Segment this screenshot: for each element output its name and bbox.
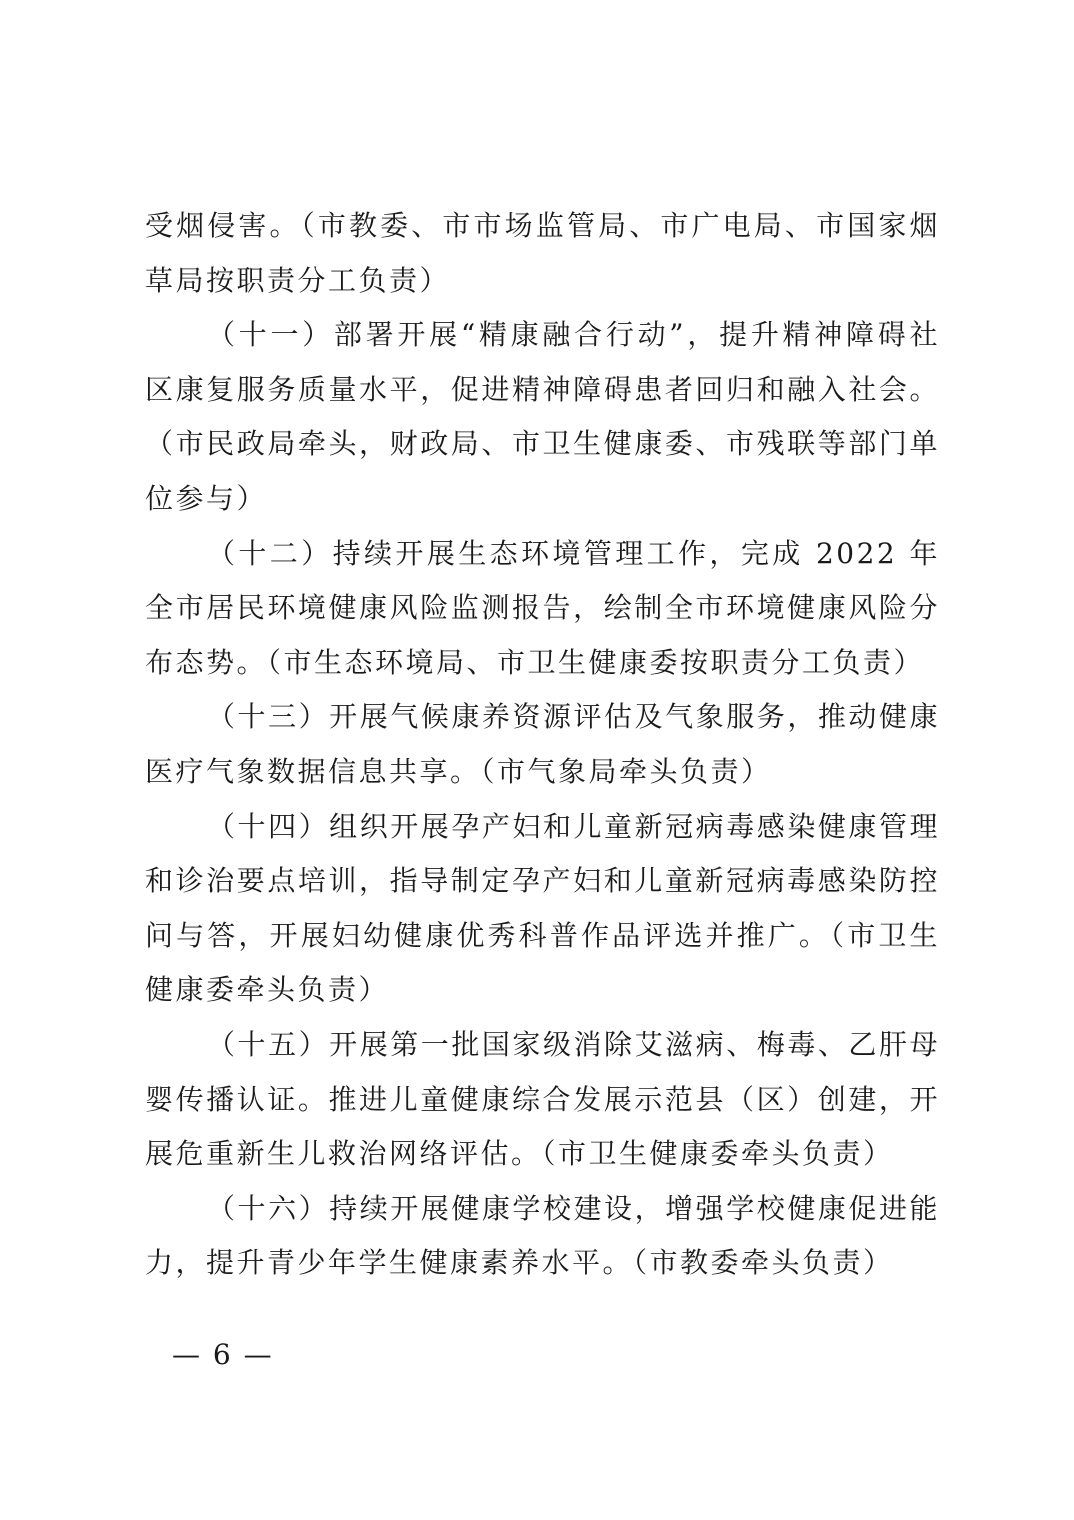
paragraph-item-14: （十四）组织开展孕产妇和儿童新冠病毒感染健康管理和诊治要点培训，指导制定孕产妇和儿童新冠病毒感染防控问与答，开展妇幼健康优秀科普作品评选并推广。（市卫生健康委牵头负责） xyxy=(145,809,940,1007)
paragraph-item-15: （十五）开展第一批国家级消除艾滋病、梅毒、乙肝母婴传播认证。推进儿童健康综合发展示范县（区）创建，开展危重新生儿救治网络评估。（市卫生健康委牵头负责） xyxy=(145,1027,940,1171)
paragraph-item-12: （十二）持续开展生态环境管理工作，完成 2022 年全市居民环境健康风险监测报告，绘制全市环境健康风险分布态势。（市生态环境局、市卫生健康委按职责分工负责） xyxy=(145,536,940,679)
page-number: — 6 — xyxy=(172,1338,274,1371)
paragraph-continuation: 受烟侵害。（市教委、市市场监管局、市广电局、市国家烟草局按职责分工负责） xyxy=(145,209,940,297)
document-body xyxy=(145,199,940,1291)
paragraph-item-13: （十三）开展气候康养资源评估及气象服务，推动健康医疗气象数据信息共享。（市气象局牵头负责） xyxy=(145,700,940,788)
paragraph-item-16: （十六）持续开展健康学校建设，增强学校健康促进能力，提升青少年学生健康素养水平。（市教委牵头负责） xyxy=(145,1191,940,1280)
paragraph-item-11: （十一）部署开展“精康融合行动”，提升精神障碍社区康复服务质量水平，促进精神障碍患者回归和融入社会。（市民政局牵头，财政局、市卫生健康委、市残联等部门单位参与） xyxy=(145,318,940,515)
